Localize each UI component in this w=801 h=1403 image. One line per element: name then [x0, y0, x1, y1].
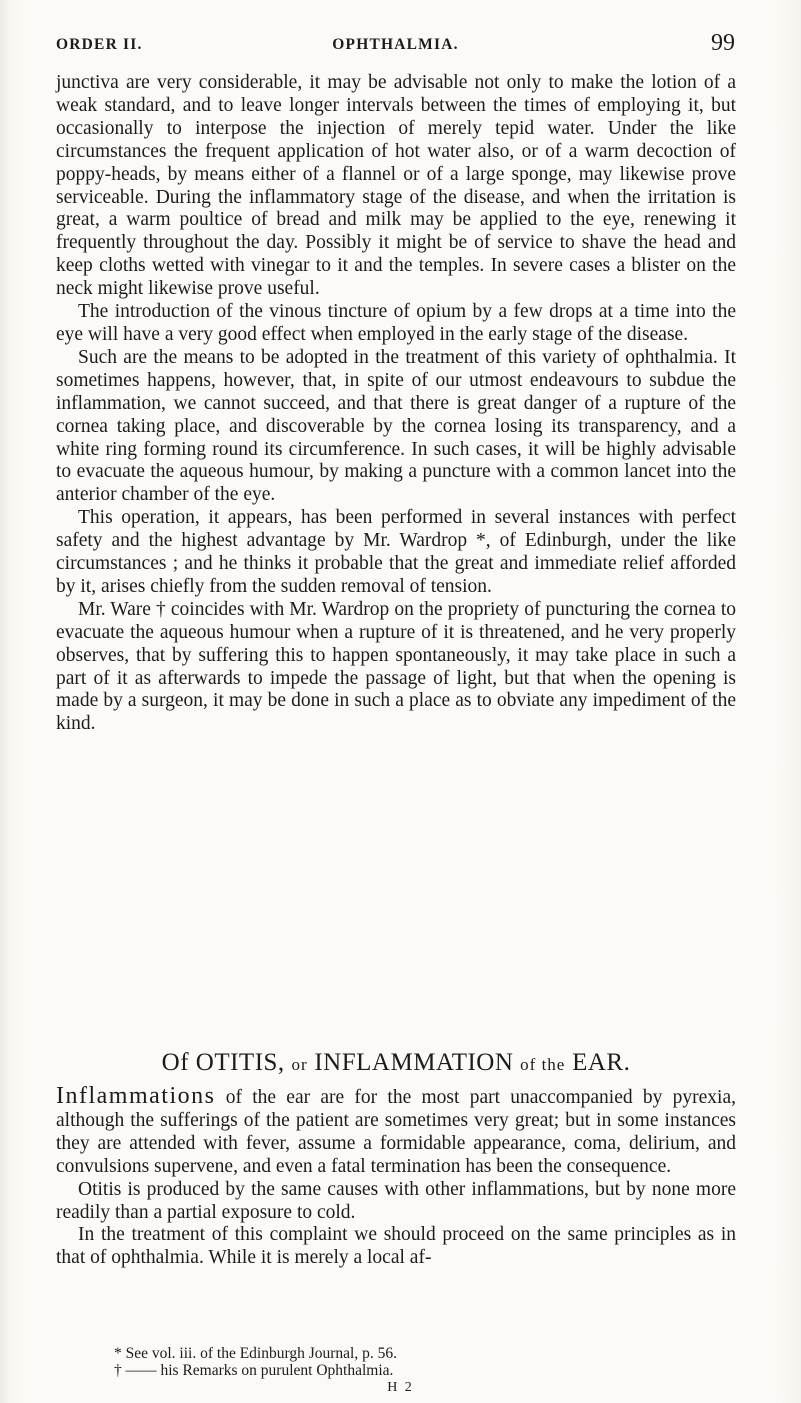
running-header — [56, 30, 735, 64]
section-paragraph-2: Otitis is produced by the same causes with other inflammations, but by none more readily than a partial exposure to cold. — [56, 1178, 736, 1223]
heading-ear: EAR. — [572, 1049, 631, 1076]
paragraph-2: The introduction of the vinous tincture of opium by a few drops at a time into the eye will have a very good effect when employed in the early stage of the disease. — [56, 301, 736, 345]
paragraph-3: Such are the means to be adopted in the treatment of this variety of ophthalmia. It sometimes happens, however, that, in spite of our utmost endeavours to subdue the inflammation, we cannot succeed, and that there is great danger of a rupture of the cornea taking place, and discoverable by the cornea losing its transparency, and a white ring forming round its circumference. In such cases, it will be highly advisable to evacuate the aqueous humour, by making a puncture with a common lancet into the anterior chamber of the eye. — [56, 346, 736, 506]
header-order: ORDER II. — [56, 36, 143, 53]
paragraph-5: Mr. Ware † coincides with Mr. Wardrop on the propriety of puncturing the cornea to evacuate the aqueous humour when a rupture of it is threatened, and he very properly observes, that by suffering this to happen spontaneously, it may take place in such a part of it as afterwards to impede the passage of light, but that when the opening is made by a surgeon, it may be done in such a place as to obviate any impediment of the kind. — [56, 598, 736, 735]
header-title: OPHTHALMIA. — [332, 36, 459, 53]
heading-of-the: of the — [520, 1055, 566, 1074]
heading-of: Of — [161, 1049, 190, 1076]
section-paragraph-1 — [56, 1085, 736, 1179]
section-paragraph-3: In the treatment of this complaint we should proceed on the same principles as in that of ophthalmia. While it is merely a local af- — [56, 1224, 736, 1269]
main-text — [56, 72, 736, 736]
opening-rest: of the ear are for the most part unaccompanied by pyrexia, although the sufferings of the patient are sometimes very great; but in some instances they are attended with fever, assume a formidable appearance, coma, delirium, and convulsions supervene, and even a fatal termination has been the consequence. — [56, 1087, 736, 1177]
signature-mark: H 2 — [387, 1380, 414, 1395]
section-text — [56, 1085, 736, 1270]
heading-subtitle: INFLAMMATION — [314, 1049, 514, 1076]
footnotes — [56, 1345, 736, 1379]
paragraph-1: junctiva are very considerable, it may be advisable not only to make the lotion of a weak standard, and to leave longer intervals between the times of employing it, but occasionally to interpose the injection of merely tepid water. Under the like circumstances the frequent application of hot water also, or of a warm decoction of poppy-heads, by means either of a flannel or of a large sponge, may likewise prove serviceable. During the inflammatory stage of the disease, and when the irritation is great, a warm poultice of bread and milk may be applied to the eye, renewing it frequently throughout the day. Possibly it might be of service to shave the head and keep cloths wetted with vinegar to it and the temples. In severe cases a blister on the neck might likewise prove useful. — [56, 72, 736, 300]
heading-or: or — [291, 1055, 308, 1074]
footnote-2: † —— his Remarks on purulent Ophthalmia. — [114, 1362, 394, 1379]
footnote-1: * See vol. iii. of the Edinburgh Journal, p. 56. — [114, 1345, 397, 1362]
section-heading — [56, 1049, 736, 1077]
heading-title: OTITIS, — [195, 1049, 285, 1076]
paragraph-4: This operation, it appears, has been performed in several instances with perfect safety and the highest advantage by Mr. Wardrop *, of Edinburgh, under the like circumstances ; and he thinks it probable that the great and immediate relief afforded by it, arises chiefly from the sudden removal of tension. — [56, 507, 736, 597]
opening-word: Inflammations — [56, 1083, 216, 1109]
page-number: 99 — [711, 30, 735, 56]
